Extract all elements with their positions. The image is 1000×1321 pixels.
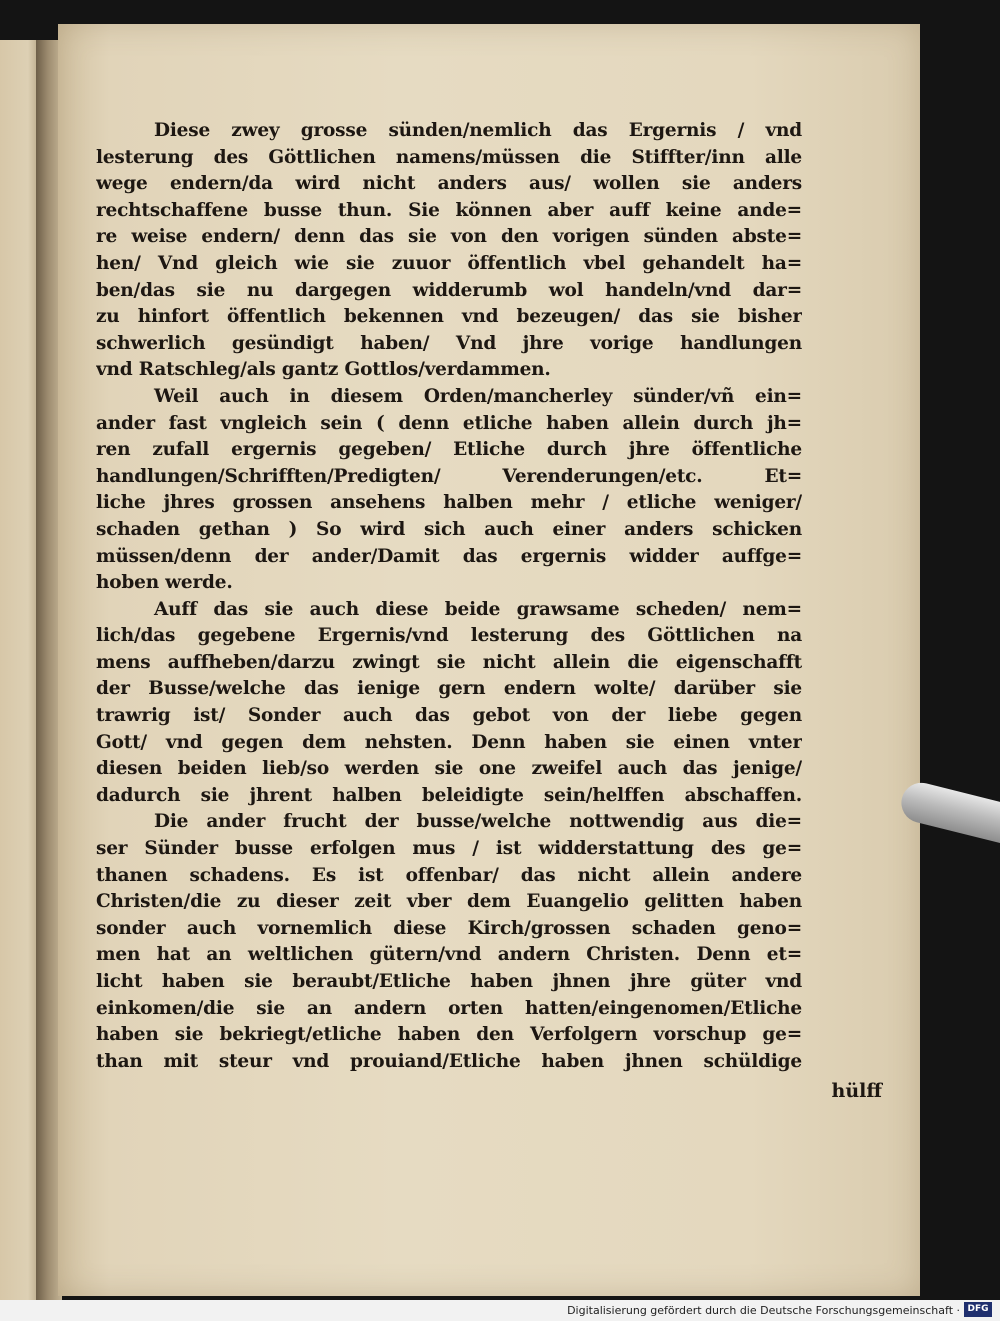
- text-line: dadurch sie jhrent halben beleidigte sein/helffen abschaffen.: [96, 784, 802, 806]
- text-line: schaden gethan ) So wird sich auch einer anders schicken: [96, 518, 802, 540]
- text-line: ser Sünder busse erfolgen mus / ist widderstattung des ge=: [96, 838, 802, 860]
- text-line: Weil auch in diesem Orden/mancherley sünder/vñ ein=: [154, 385, 802, 407]
- text-line: einkomen/die sie an andern orten hatten/eingenomen/Etliche: [96, 997, 802, 1019]
- text-line: ander fast vngleich sein ( denn etliche haben allein durch jh=: [96, 412, 802, 434]
- text-line: Die ander frucht der busse/welche nottwendig aus die=: [154, 811, 802, 833]
- text-line: Diese zwey grosse sünden/nemlich das Ergernis / vnd: [154, 120, 802, 141]
- text-line: der Busse/welche das ienige gern endern wolte/ darüber sie: [96, 678, 802, 700]
- book-page: [58, 24, 920, 1296]
- text-line: schwerlich gesündigt haben/ Vnd jhre vorige handlungen: [96, 332, 802, 354]
- text-line: Gott/ vnd gegen dem nehsten. Denn haben sie einen vnter: [96, 731, 802, 753]
- text-line: hen/ Vnd gleich wie sie zuuor öffentlich vbel gehandelt ha=: [96, 252, 802, 274]
- catchword: hülff: [831, 1080, 882, 1102]
- text-line: rechtschaffene busse thun. Sie können aber auff keine ande=: [96, 199, 802, 221]
- text-line: diesen beiden lieb/so werden sie one zweifel auch das jenige/: [96, 758, 802, 780]
- text-line: sonder auch vornemlich diese Kirch/grossen schaden geno=: [96, 917, 802, 939]
- text-line: ren zufall ergernis gegeben/ Etliche durch jhre öffentliche: [96, 439, 802, 461]
- text-line: lich/das gegebene Ergernis/vnd lesterung des Göttlichen na: [96, 625, 802, 647]
- text-line: mens auffheben/darzu zwingt sie nicht allein die eigenschafft: [96, 651, 802, 673]
- text-line: Auff das sie auch diese beide grawsame scheden/ nem=: [154, 598, 802, 620]
- dfg-logo-icon: DFG: [964, 1302, 992, 1317]
- text-line: müssen/denn der ander/Damit das ergernis widder auffge=: [96, 545, 802, 567]
- text-line: Christen/die zu dieser zeit vber dem Euangelio gelitten haben: [96, 891, 802, 913]
- text-line: licht haben sie beraubt/Etliche haben jhnen jhre güter vnd: [96, 971, 802, 992]
- footer-credit: Digitalisierung gefördert durch die Deutsche Forschungsgemeinschaft ·: [567, 1304, 960, 1317]
- text-line: haben sie bekriegt/etliche haben den Verfolgern vorschup ge=: [96, 1024, 802, 1046]
- text-line: handlungen/Schrifften/Predigten/ Verenderungen/etc. Et=: [96, 465, 802, 487]
- text-line: than mit steur vnd prouiand/Etliche haben jhnen schüldige: [96, 1050, 802, 1072]
- text-line: re weise endern/ denn das sie von den vorigen sünden abste=: [96, 226, 802, 248]
- text-line: liche jhres grossen ansehens halben mehr / etliche weniger/: [96, 492, 802, 514]
- text-line: lesterung des Göttlichen namens/müssen die Stiffter/inn alle: [96, 146, 802, 168]
- text-line: ben/das sie nu dargegen widderumb wol handeln/vnd dar=: [96, 279, 802, 301]
- text-line: trawrig ist/ Sonder auch das gebot von der liebe gegen: [96, 705, 802, 727]
- text-line: wege endern/da wird nicht anders aus/ wollen sie anders: [96, 173, 802, 195]
- text-line: vnd Ratschleg/als gantz Gottlos/verdammen.: [96, 359, 551, 381]
- text-line: thanen schadens. Es ist offenbar/ das nicht allein andere: [96, 864, 802, 886]
- page-text-block: [96, 118, 802, 1075]
- left-page-edge: [0, 40, 40, 1300]
- text-line: zu hinfort öffentlich bekennen vnd bezeugen/ das sie bisher: [96, 306, 802, 328]
- text-line: men hat an weltlichen gütern/vnd andern Christen. Denn et=: [96, 944, 802, 966]
- text-line: hoben werde.: [96, 572, 233, 594]
